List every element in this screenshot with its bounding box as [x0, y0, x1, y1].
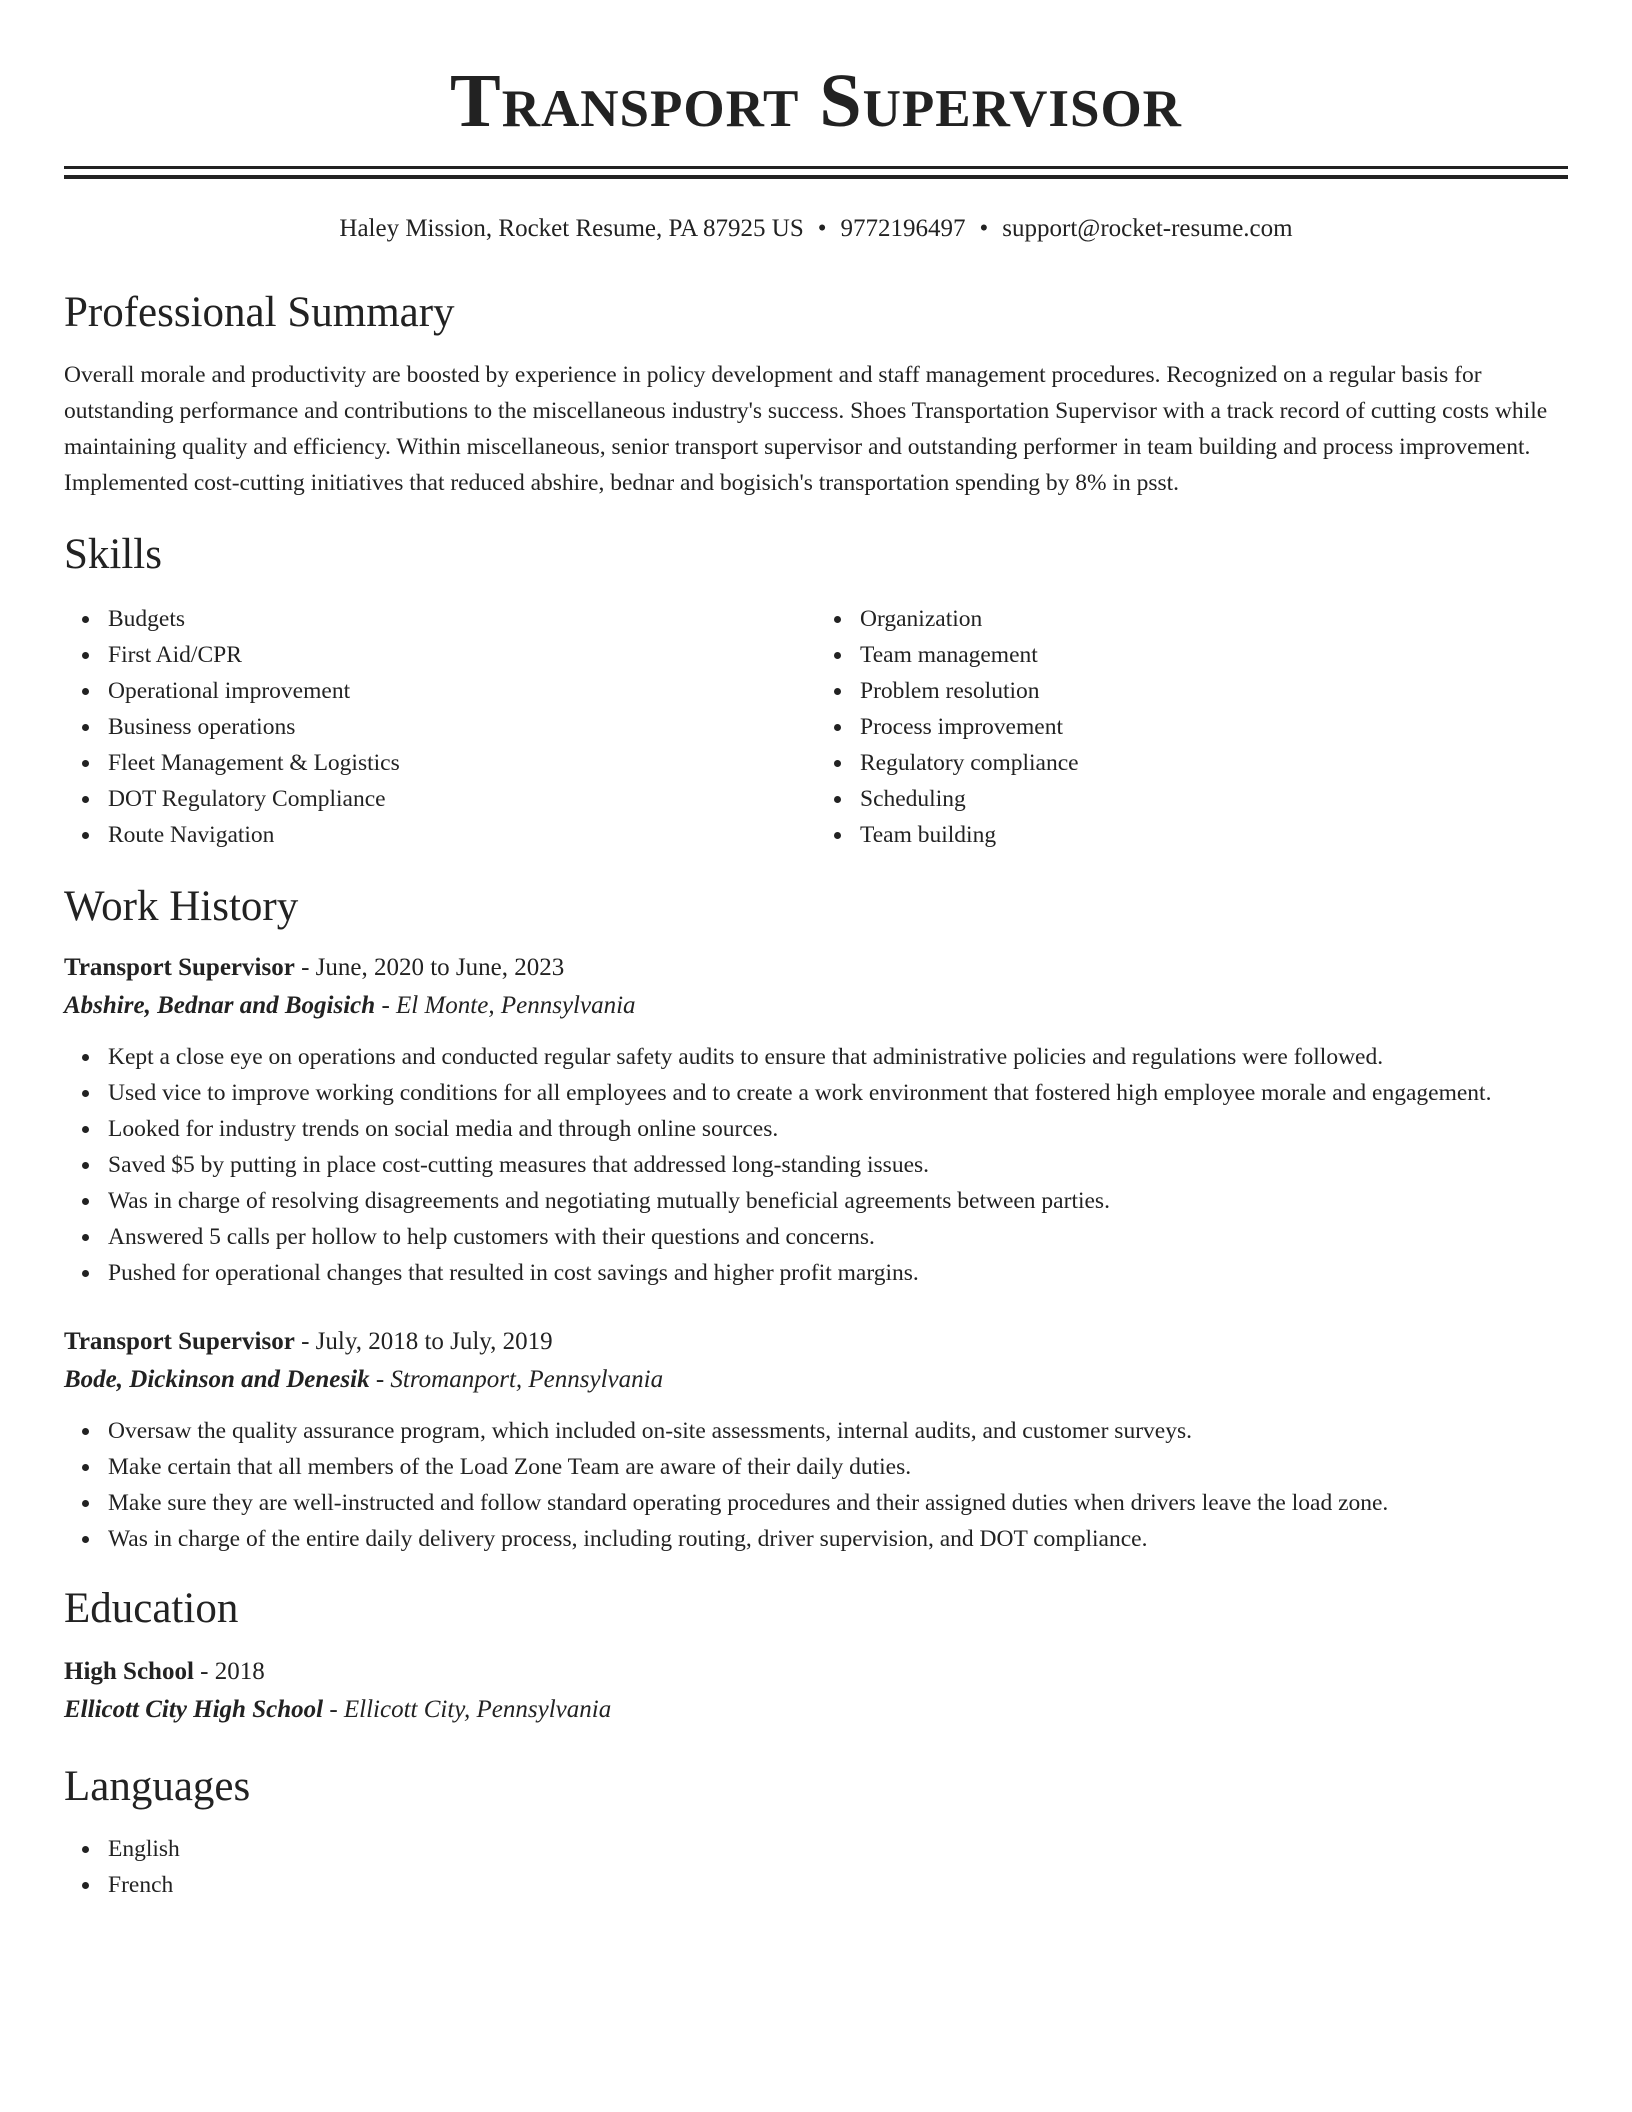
- skills-list-left: [64, 601, 816, 853]
- job-entry: [64, 1323, 1568, 1557]
- job-location: - Stromanport, Pennsylvania: [369, 1366, 664, 1393]
- skill-item: Organization: [860, 601, 1568, 637]
- job-company: Bode, Dickinson and Denesik: [64, 1366, 370, 1393]
- skill-item: Scheduling: [860, 781, 1568, 817]
- section-title-summary: Professional Summary: [64, 289, 455, 336]
- education-school: Ellicott City High School: [64, 1696, 324, 1723]
- job-company: Abshire, Bednar and Bogisich: [64, 992, 376, 1019]
- job-bullet: Used vice to improve working conditions for all employees and to create a work environment that fostered high employee morale and engagement.: [108, 1075, 1568, 1111]
- job-dates: - July, 2018 to July, 2019: [294, 1328, 553, 1355]
- job-heading: [64, 949, 1568, 987]
- job-bullet-list: [64, 1039, 1568, 1291]
- languages-list: [64, 1831, 1568, 1903]
- job-bullet: Oversaw the quality assurance program, which included on-site assessments, internal audits, and customer surveys.: [108, 1413, 1568, 1449]
- contact-separator: •: [979, 215, 989, 242]
- job-bullet: Make certain that all members of the Load Zone Team are aware of their daily duties.: [108, 1449, 1568, 1485]
- skill-item: Problem resolution: [860, 673, 1568, 709]
- education-year: - 2018: [193, 1658, 265, 1685]
- job-role: Transport Supervisor: [64, 954, 295, 981]
- contact-separator: •: [817, 215, 827, 242]
- resume-name: Transport Supervisor: [450, 59, 1182, 143]
- job-location: - El Monte, Pennsylvania: [375, 992, 636, 1019]
- header-rule-bottom: [64, 175, 1568, 179]
- education-heading: [64, 1653, 1568, 1691]
- education-location: - Ellicott City, Pennsylvania: [323, 1696, 612, 1723]
- job-entry: [64, 949, 1568, 1291]
- header-rule-top: [64, 166, 1568, 169]
- skill-item: Process improvement: [860, 709, 1568, 745]
- skill-item: First Aid/CPR: [108, 637, 816, 673]
- job-bullet: Saved $5 by putting in place cost-cutting measures that addressed long-standing issues.: [108, 1147, 1568, 1183]
- language-item: English: [108, 1831, 1568, 1867]
- section-title-work-history: Work History: [64, 883, 299, 930]
- job-bullet: Looked for industry trends on social media and through online sources.: [108, 1111, 1568, 1147]
- skill-item: Fleet Management & Logistics: [108, 745, 816, 781]
- education-school-line: [64, 1691, 1568, 1729]
- job-company-line: [64, 987, 1568, 1025]
- skill-item: Budgets: [108, 601, 816, 637]
- education-degree: High School: [64, 1658, 194, 1685]
- skill-item: Route Navigation: [108, 817, 816, 853]
- contact-phone: 9772196497: [840, 215, 966, 242]
- skills-list-right: [816, 601, 1568, 853]
- skill-item: Business operations: [108, 709, 816, 745]
- section-title-skills: Skills: [64, 531, 162, 578]
- contact-email: support@rocket-resume.com: [1002, 215, 1293, 242]
- job-bullet: Answered 5 calls per hollow to help customers with their questions and concerns.: [108, 1219, 1568, 1255]
- job-bullet-list: [64, 1413, 1568, 1557]
- summary-text: Overall morale and productivity are boosted by experience in policy development and staff management procedures. Recognized on a regular basis for outstanding performance and contributions to the miscellaneous industry's success. Shoes Transportation Supervisor with a track record of cutting costs while maintaining quality and efficiency. Within miscellaneous, senior transport supervisor and outstanding performer in team building and process improvement. Implemented cost-cutting initiatives that reduced abshire, bednar and bogisich's transportation spending by 8% in psst.: [64, 362, 1548, 496]
- job-bullet: Was in charge of the entire daily delivery process, including routing, driver supervision, and DOT compliance.: [108, 1521, 1568, 1557]
- skill-item: Team building: [860, 817, 1568, 853]
- skill-item: Operational improvement: [108, 673, 816, 709]
- job-dates: - June, 2020 to June, 2023: [294, 954, 565, 981]
- job-bullet: Pushed for operational changes that resulted in cost savings and higher profit margins.: [108, 1255, 1568, 1291]
- skill-item: Regulatory compliance: [860, 745, 1568, 781]
- language-item: French: [108, 1867, 1568, 1903]
- job-bullet: Kept a close eye on operations and conducted regular safety audits to ensure that administrative policies and regulations were followed.: [108, 1039, 1568, 1075]
- skill-item: DOT Regulatory Compliance: [108, 781, 816, 817]
- job-bullet: Was in charge of resolving disagreements and negotiating mutually beneficial agreements between parties.: [108, 1183, 1568, 1219]
- job-role: Transport Supervisor: [64, 1328, 295, 1355]
- skill-item: Team management: [860, 637, 1568, 673]
- section-title-education: Education: [64, 1585, 239, 1632]
- skills-grid: [64, 601, 1568, 853]
- section-title-languages: Languages: [64, 1763, 251, 1810]
- job-bullet: Make sure they are well-instructed and follow standard operating procedures and their assigned duties when drivers leave the load zone.: [108, 1485, 1568, 1521]
- job-heading: [64, 1323, 1568, 1361]
- job-company-line: [64, 1361, 1568, 1399]
- contact-line: [64, 213, 1568, 245]
- contact-address: Haley Mission, Rocket Resume, PA 87925 US: [339, 215, 804, 242]
